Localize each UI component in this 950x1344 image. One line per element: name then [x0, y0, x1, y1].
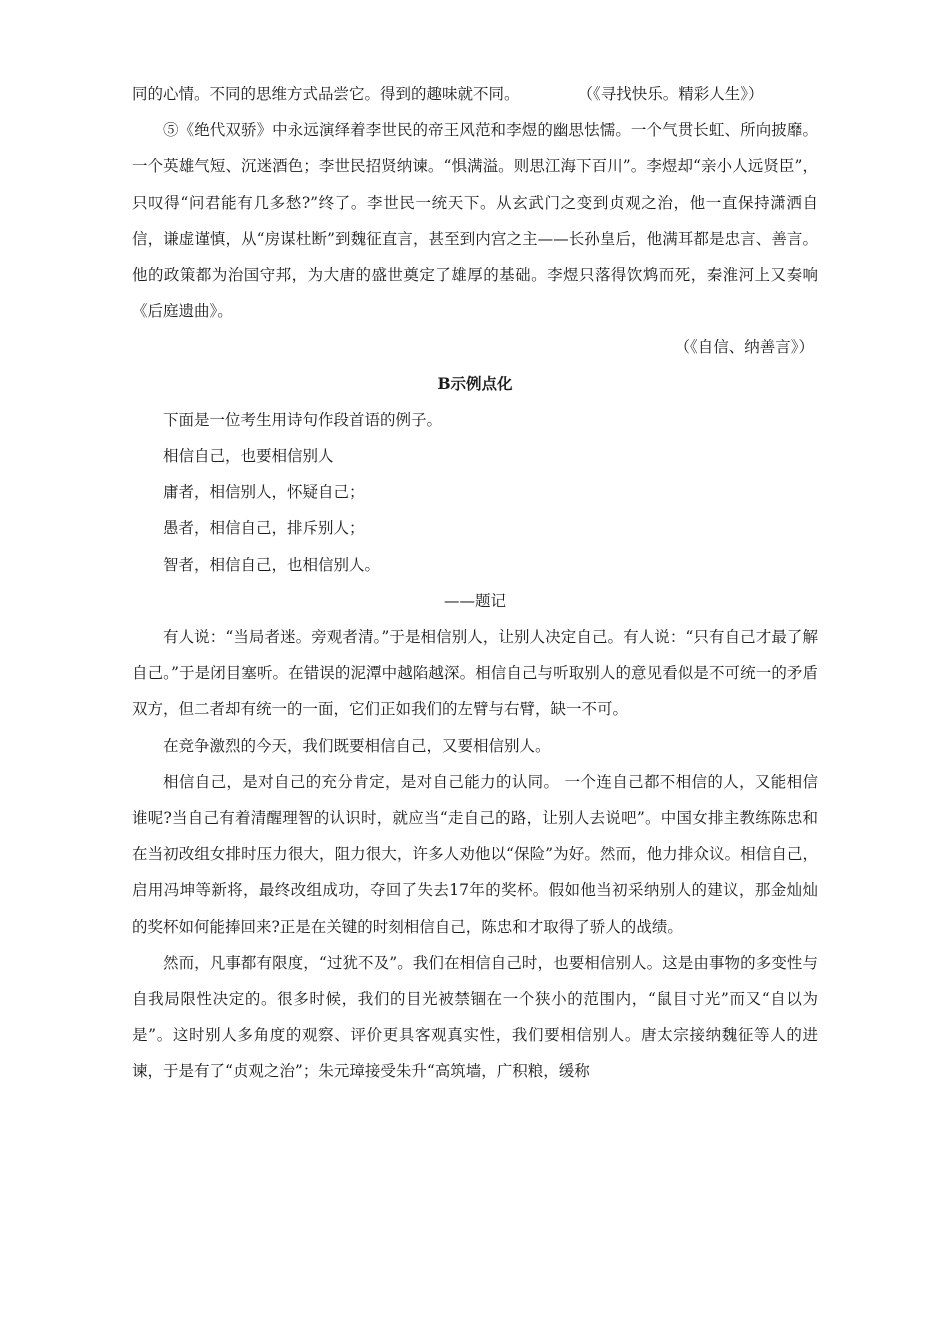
poem-line: 相信自己，也要相信别人 — [163, 447, 334, 466]
paragraph-5: ⑤《绝代双骄》中永远演绎着李世民的帝王风范和李煜的幽思怯懦。一个气贯长虹、所向披靡。一个英雄气短、沉迷酒色；李世民招贤纳谏。“惧满溢。则思江海下百川”。李煜却“亲小人远贤臣”，只叹得“问君能有几多愁?”终了。李世民一统天下。从玄武门之变到贞观之治，他一直保持潇洒自信，谦虚谨慎，从“房谋杜断”到魏征直言，甚至到内宫之主——长孙皇后，他满耳都是忠言、善言。他的政策都为治国守邦，为大唐的盛世奠定了雄厚的基础。李煜只落得饮鸩而死，秦淮河上又奏响《后庭遗曲》。 — [132, 121, 818, 321]
section-heading: B示例点化 — [437, 373, 513, 393]
document-content — [132, 76, 818, 1090]
body-paragraph: 相信自己，是对自己的充分肯定，是对自己能力的认同。 一个连自己都不相信的人，又能相信谁呢?当自己有着清醒理智的认识时，就应当“走自己的路，让别人去说吧”。中国女排主教练陈忠和在当初改组女排时压力很大，阻力很大，许多人劝他以“保险”为好。然而，他力排众议。相信自己，启用冯坤等新将，最终改组成功，夺回了失去17年的奖杯。假如他当初采纳别人的建议，那金灿灿的奖杯如何能捧回来?正是在关键的时刻相信自己，陈忠和才取得了骄人的战绩。 — [132, 772, 818, 936]
paragraph-continuation-text: 同的心情。不同的思维方式品尝它。得到的趣味就不同。 — [132, 85, 520, 103]
epigraph: ——题记 — [443, 591, 506, 610]
body-paragraph: 在竞争激烈的今天，我们既要相信自己，又要相信别人。 — [163, 736, 551, 755]
source-citation: （《寻找快乐。精彩人生》） — [577, 85, 764, 103]
poem-line: 庸者，相信别人，怀疑自己； — [163, 483, 365, 502]
body-paragraph: 有人说：“当局者迷。旁观者清。”于是相信别人，让别人决定自己。有人说：“只有自己才最了解自己。”于是闭目塞听。在错误的泥潭中越陷越深。相信自己与听取别人的意见看似是不可统一的矛盾双方，但二者却有统一的一面，它们正如我们的左臂与右臂，缺一不可。 — [132, 628, 818, 719]
intro-paragraph: 下面是一位考生用诗句作段首语的例子。 — [163, 410, 443, 429]
body-paragraph: 然而，凡事都有限度，“过犹不及”。我们在相信自己时，也要相信别人。这是由事物的多变性与自我局限性决定的。很多时候，我们的目光被禁锢在一个狭小的范围内，“鼠目寸光”而又“自以为是”。这时别人多角度的观察、评价更具客观真实性，我们要相信别人。唐太宗接纳魏征等人的进谏，于是有了“贞观之治”；朱元璋接受朱升“高筑墙，广积粮，缓称 — [132, 953, 818, 1081]
source-citation: （《自信、纳善言》） — [674, 338, 814, 357]
paragraph-continuation — [132, 76, 818, 112]
poem-line: 愚者，相信自己，排斥别人； — [163, 519, 365, 538]
poem-line: 智者，相信自己，也相信别人。 — [163, 555, 381, 574]
